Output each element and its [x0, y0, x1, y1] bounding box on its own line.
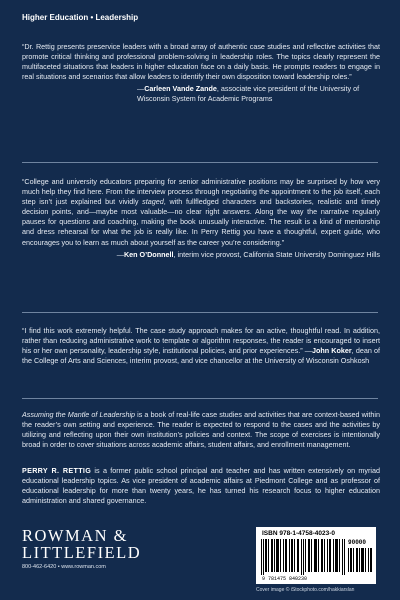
- quote-2-text-a: “College and university educators preparing for senior administrative positions may be surprised by how very much help they find here. From the interview process through negotiating the appointment to the job itself, each step isn’t just explained but vividly: [22, 177, 380, 207]
- publisher-name-line-1: ROWMAN &: [22, 526, 128, 545]
- divider-2: [22, 312, 378, 313]
- endorsement-quote-1: [22, 42, 380, 105]
- isbn-number: ISBN 978-1-4758-4023-0: [262, 530, 335, 537]
- quote-2-text-b: , with fullfledged characters and backstories, realistic and timely decision points, and—maybe most valuable—no clear right answers. Along the way the narrative regularly pauses for questions and coaching, making the book unusually interactive. The result is a kind of mentorship and dress rehearsal for what the job is really like. In Perry Rettig you have a thoughtful, expert guide, who encourages you to learn as much about yourself as the career you’re considering.”: [22, 197, 380, 247]
- quote-2-attribution: [22, 250, 380, 260]
- quote-3-text: “I find this work extremely helpful. The case study approach makes for an active, thoughtful read. In addition, rather than reducing administrative work to template or algorithm responses, the reader is encouraged to insert his or her own personality, leadership style, institutional policies, and prior experiences.”: [22, 326, 380, 356]
- barcode-bars-icon: [261, 539, 345, 575]
- quote-2-emphasis: staged: [142, 197, 164, 207]
- divider-1: [22, 162, 378, 163]
- category-label: Higher Education • Leadership: [22, 13, 139, 22]
- quote-1-author-title: , associate vice president of the University of Wisconsin System for Academic Programs: [137, 84, 360, 104]
- quote-2-text: [22, 177, 380, 248]
- isbn-barcode: [256, 527, 376, 584]
- quote-1-text: “Dr. Rettig presents preservice leaders with a broad array of authentic case studies and reflective activities that promote critical thinking and professional problem-solving in leadership roles. The topics clearly represent the multifaceted situations that leaders in higher education face on a daily basis. He prompts readers to engage in real situations and scenarios that allow leaders to identify their own disposition toward leadership roles.”: [22, 42, 380, 82]
- quote-1-author: Carleen Vande Zande: [144, 84, 217, 94]
- quote-2-author: Ken O’Donnell: [123, 249, 174, 259]
- publisher-contact: 800-462-6420 • www.rowman.com: [22, 564, 106, 570]
- publisher-name-line-2: LITTLEFIELD: [22, 543, 142, 562]
- cover-image-credit: Cover image © iStockphoto.com/hakkiarslan: [256, 587, 355, 593]
- author-name: PERRY R. RETTIG: [22, 466, 92, 475]
- quote-3-dash: —: [304, 346, 312, 356]
- book-title: Assuming the Mantle of Leadership: [22, 410, 136, 419]
- price-code: 90000: [348, 539, 367, 546]
- description-text: is a book of real-life case studies and activities that are context-based within the reader’s own setting and experience. The reader is expected to respond to the cases and the activities by utilizing and reflecting upon their own institution’s policies and context. The scope of exercises is intentionally broad in order to cover situations across academic affairs, student affairs, and enrollment management.: [22, 410, 380, 450]
- quote-1-dash: —: [137, 84, 145, 94]
- publisher-logo: [22, 527, 162, 570]
- endorsement-quote-3: [22, 326, 380, 366]
- quote-2-author-title: , interim vice provost, California State University Dominguez Hills: [173, 249, 380, 259]
- quote-1-attribution: [22, 84, 380, 104]
- quote-3-author: John Koker: [311, 346, 352, 356]
- barcode-digits: 9 781475 840230: [262, 576, 308, 582]
- divider-3: [22, 398, 378, 399]
- quote-2-dash: —: [116, 249, 124, 259]
- book-description: [22, 410, 380, 450]
- endorsement-quote-2: [22, 177, 380, 260]
- author-bio-text: is a former public school principal and teacher and has written extensively on myriad educational leadership topics. As vice president of academic affairs at Piedmont College and as professor of educational leadership for more than twenty years, he has turned his research focus to higher education administration and shared governance.: [22, 466, 380, 506]
- quote-3-author-title: , dean of the College of Arts and Sciences, interim provost, and vice chancellor at the University of Wisconsin Oshkosh: [22, 346, 380, 366]
- author-bio: [22, 466, 380, 506]
- price-barcode-bars-icon: [348, 548, 372, 572]
